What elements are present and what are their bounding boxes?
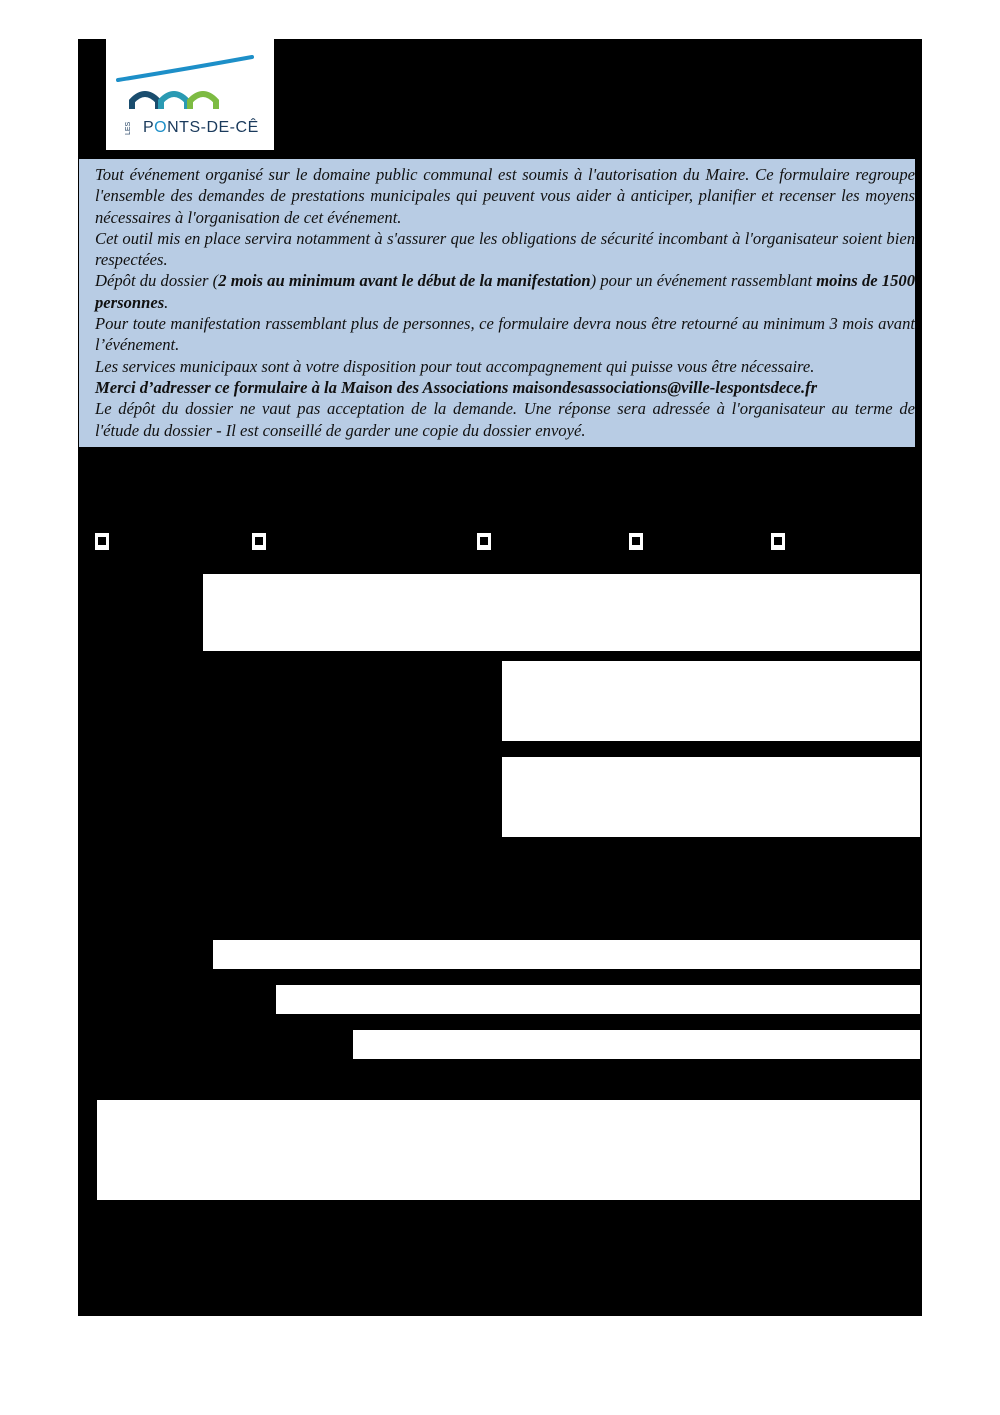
event-field-3[interactable] <box>502 757 920 837</box>
event-field-1[interactable] <box>203 574 920 651</box>
checkbox-1[interactable] <box>95 533 109 550</box>
info-paragraph: Tout événement organisé sur le domaine public communal est soumis à l'autorisation du Maire. Ce formulaire regroupe l'ensemble des demandes de prestations municipales qui peuvent vous aider à anticiper, planifier et recenser les moyens nécessaires à l'organisation de cet événement. <box>95 165 915 227</box>
logo-les-text: LES <box>125 121 132 135</box>
checkbox-2[interactable] <box>252 533 266 550</box>
contact-field-1[interactable] <box>213 940 920 969</box>
info-paragraph: Les services municipaux sont à votre disposition pour tout accompagnement qui puisse vous être nécessaire. <box>95 356 815 376</box>
info-notice <box>79 159 915 447</box>
info-paragraph: Le dépôt du dossier ne vaut pas acceptation de la demande. Une réponse sera adressée à l'organisateur au terme de l'étude du dossier - Il est conseillé de garder une copie du dossier envoyé. <box>95 399 915 440</box>
info-paragraph: Cet outil mis en place servira notamment à s'assurer que les obligations de sécurité incombant à l'organisateur soient bien respectées. <box>95 228 915 270</box>
checkbox-3[interactable] <box>477 533 491 550</box>
description-field[interactable] <box>97 1100 920 1200</box>
info-paragraph: Dépôt du dossier (2 mois au minimum avant le début de la manifestation) pour un événement rassemblant moins de 1500 personnes. <box>95 271 915 312</box>
logo-name-text: PONTS-DE-CÊ <box>143 119 259 136</box>
event-field-2[interactable] <box>502 661 920 741</box>
logo <box>106 39 274 150</box>
contact-field-3[interactable] <box>353 1030 920 1059</box>
info-email-paragraph: Merci d’adresser ce formulaire à la Maison des Associations maisondesassociations@ville-lespontsdece.fr <box>95 377 818 397</box>
contact-field-2[interactable] <box>276 985 920 1014</box>
checkbox-4[interactable] <box>629 533 643 550</box>
checkbox-5[interactable] <box>771 533 785 550</box>
info-paragraph: Pour toute manifestation rassemblant plus de personnes, ce formulaire devra nous être retourné au minimum 3 mois avant l’événement. <box>95 314 915 355</box>
